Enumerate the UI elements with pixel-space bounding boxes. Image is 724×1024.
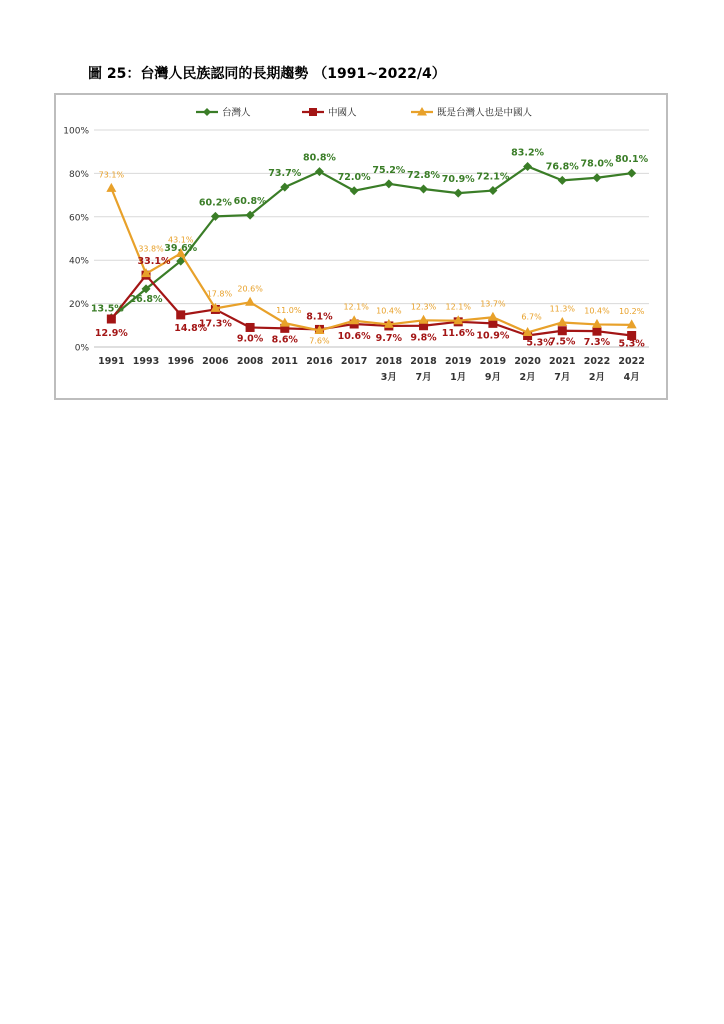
x-tick-label: 7月 — [554, 372, 571, 383]
data-point-chinese — [246, 323, 255, 332]
data-point-chinese — [176, 310, 185, 319]
legend — [196, 107, 533, 119]
chart-frame — [54, 93, 668, 400]
data-label-both: 43.1% — [168, 235, 194, 245]
data-label-taiwanese: 70.9% — [441, 174, 475, 186]
legend-label-both: 既是台灣人也是中國人 — [437, 107, 533, 119]
data-point-both — [106, 183, 116, 192]
data-label-chinese: 5.3% — [618, 338, 645, 350]
data-point-taiwanese — [315, 167, 324, 176]
data-label-taiwanese: 76.8% — [545, 161, 579, 173]
data-label-taiwanese: 72.1% — [476, 171, 510, 183]
data-label-taiwanese: 72.0% — [337, 171, 371, 183]
x-tick-label: 2月 — [519, 372, 536, 383]
legend-label-taiwanese: 台灣人 — [222, 107, 251, 119]
data-label-chinese: 14.8% — [174, 322, 208, 334]
data-label-both: 12.1% — [343, 302, 369, 312]
data-label-chinese: 7.5% — [549, 336, 576, 348]
x-tick-label: 1月 — [450, 372, 467, 383]
data-point-taiwanese — [454, 189, 463, 198]
legend-marker-taiwanese — [203, 108, 211, 116]
x-tick-label: 2022 — [583, 356, 611, 367]
x-tick-label: 3月 — [380, 372, 397, 383]
x-tick-label: 4月 — [623, 372, 640, 383]
data-label-chinese: 7.3% — [583, 337, 611, 349]
x-tick-label: 7月 — [415, 372, 432, 383]
x-tick-label: 1996 — [167, 356, 194, 367]
x-tick-label: 2008 — [236, 356, 264, 367]
x-tick-label: 2018 — [410, 356, 437, 367]
x-tick-label: 2022 — [618, 356, 645, 367]
data-label-chinese: 8.1% — [306, 311, 333, 323]
data-label-both: 11.3% — [549, 304, 575, 314]
data-label-chinese: 9.0% — [236, 333, 264, 345]
data-label-both: 11.0% — [276, 306, 302, 316]
data-label-taiwanese: 60.8% — [233, 196, 267, 208]
data-label-taiwanese: 72.8% — [407, 170, 441, 182]
data-label-both: 10.2% — [618, 306, 645, 316]
data-label-both: 12.3% — [410, 302, 437, 312]
data-point-taiwanese — [350, 186, 359, 195]
data-label-chinese: 17.3% — [198, 318, 232, 330]
y-tick-label: 0% — [74, 343, 89, 354]
data-label-both: 20.6% — [237, 284, 263, 294]
data-point-both — [557, 317, 567, 326]
x-tick-label: 2017 — [340, 356, 368, 367]
x-axis-ticks — [98, 356, 645, 383]
y-tick-label: 60% — [68, 213, 89, 224]
data-label-chinese: 33.1% — [137, 256, 171, 268]
x-tick-label: 2020 — [514, 356, 541, 367]
data-label-chinese: 8.6% — [271, 334, 298, 346]
data-label-both: 10.4% — [584, 306, 610, 316]
y-axis-ticks — [63, 127, 89, 354]
data-label-taiwanese: 78.0% — [580, 158, 614, 170]
data-point-both — [245, 297, 255, 306]
data-label-taiwanese: 13.5% — [90, 303, 124, 315]
data-point-taiwanese — [384, 179, 393, 188]
data-point-chinese — [592, 327, 601, 336]
y-tick-label: 80% — [68, 169, 89, 180]
x-tick-label: 2006 — [202, 356, 229, 367]
figure-title: 圖 25：台灣人民族認同的長期趨勢 （1991~2022/4） — [88, 66, 446, 82]
data-label-taiwanese: 80.8% — [302, 152, 336, 164]
data-point-both — [488, 312, 498, 321]
x-tick-label: 2019 — [479, 356, 507, 367]
y-tick-label: 100% — [63, 126, 89, 137]
x-tick-label: 2021 — [549, 356, 576, 367]
x-tick-label: 2月 — [588, 372, 606, 383]
legend-label-chinese: 中國人 — [328, 107, 357, 119]
x-tick-label: 2019 — [444, 356, 472, 367]
data-label-chinese: 12.9% — [94, 328, 128, 340]
data-label-both: 13.7% — [480, 299, 506, 309]
data-label-taiwanese: 39.6% — [164, 243, 198, 255]
data-label-taiwanese: 73.7% — [268, 168, 302, 180]
data-label-taiwanese: 60.2% — [198, 197, 232, 209]
data-point-taiwanese — [627, 169, 636, 178]
x-tick-label: 1991 — [98, 356, 125, 367]
data-label-both: 12.1% — [445, 302, 471, 312]
data-label-chinese: 10.9% — [476, 330, 510, 342]
data-label-chinese: 9.8% — [410, 332, 437, 344]
data-label-both: 6.7% — [521, 312, 542, 322]
data-label-both: 17.8% — [206, 289, 233, 299]
data-point-taiwanese — [558, 176, 567, 185]
data-label-chinese: 11.6% — [441, 327, 475, 339]
data-label-both: 33.8% — [138, 244, 164, 254]
data-label-chinese: 9.7% — [375, 332, 403, 344]
data-label-chinese: 10.6% — [337, 330, 371, 342]
data-label-taiwanese: 80.1% — [615, 154, 649, 166]
data-label-taiwanese: 75.2% — [372, 164, 406, 176]
data-point-taiwanese — [419, 185, 428, 194]
line-chart — [56, 95, 666, 398]
data-label-taiwanese: 83.2% — [511, 147, 545, 159]
x-tick-label: 2018 — [375, 356, 403, 367]
data-point-chinese — [107, 315, 116, 324]
data-label-both: 7.6% — [309, 336, 330, 346]
data-label-both: 10.4% — [376, 306, 402, 316]
data-label-chinese: 5.3% — [526, 337, 553, 349]
data-label-both: 73.1% — [98, 170, 125, 180]
y-tick-label: 40% — [68, 256, 89, 267]
legend-marker-chinese — [309, 108, 317, 116]
x-tick-label: 1993 — [132, 356, 160, 367]
data-point-chinese — [558, 326, 567, 335]
data-point-taiwanese — [592, 173, 601, 182]
data-labels — [91, 147, 649, 349]
x-tick-label: 2016 — [306, 356, 333, 367]
y-tick-label: 20% — [68, 300, 89, 311]
x-tick-label: 9月 — [484, 372, 501, 383]
x-tick-label: 2011 — [271, 356, 299, 367]
data-label-taiwanese: 26.8% — [129, 293, 163, 305]
